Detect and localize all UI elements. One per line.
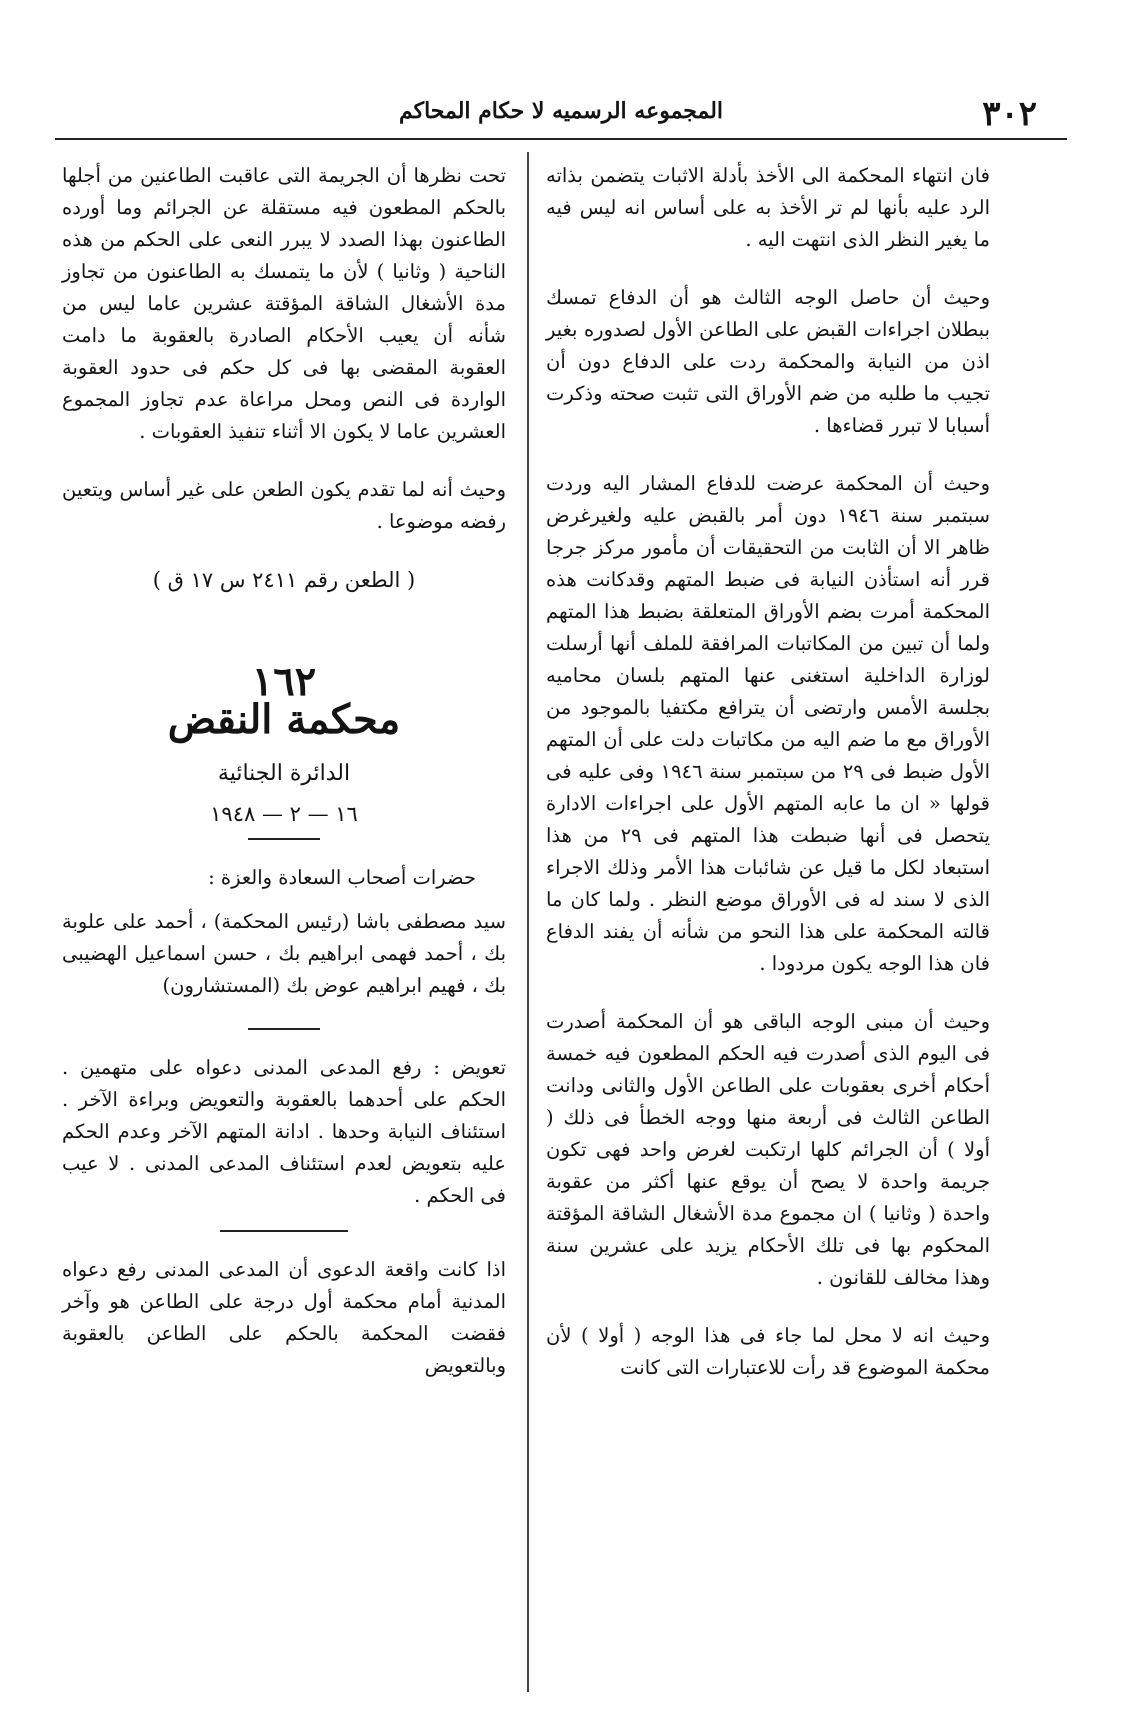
running-title: المجموعه الرسميه لا حكام المحاكم xyxy=(398,98,724,124)
members-title: حضرات أصحاب السعادة والعزة : xyxy=(208,866,476,889)
right-column xyxy=(546,160,990,1410)
paragraph: وحيث أن المحكمة عرضت للدفاع المشار اليه وردت سبتمبر سنة ١٩٤٦ دون أمر بالقبض عليه ولغيرغرض ظاهر الا أن الثابت من التحقيقات أن مأمور مركز جرجا قرر أنه استأذن النيابة فى ضبط المتهم وقدكانت هذه المحكمة أمرت بضم الأوراق المتعلقة بضبط هذا المتهم ولما أن تبين من المكاتبات المرافقة للملف أنها أرسلت لوزارة الداخلية استغنى عنها المتهم بلسان محاميه بجلسة الأمس وارتضى أن يترافع مكتفيا بالموجود من الأوراق مع ما ضم اليه من مكاتبات دلت على أن المتهم الأول ضبط فى ٢٩ من سبتمبر سنة ١٩٤٦ وفى عليه فى قولها « ان ما عابه المتهم الأول على اجراءات الادارة يتحصل فى أنها ضبطت هذا المتهم فى ٢٩ من هذا استبعاد لكل ما قيل عن شائبات هذا الأمر وذلك الاجراء الذى لا سند له فى الأوراق موضع النظر . ولما كان ما قالته المحكمة على هذا النحو من شأنه أن يفند الدفاع فان هذا الوجه يكون مردودا . xyxy=(546,472,991,975)
divider xyxy=(220,1230,348,1232)
page-header xyxy=(55,92,1067,138)
case-number: ١٦٢ xyxy=(251,658,317,705)
paragraph: فان انتهاء المحكمة الى الأخذ بأدلة الاثبات يتضمن بذاته الرد عليه بأنها لم تر الأخذ به على أساس انه ليس فيه ما يغير النظر الذى انتهت اليه . xyxy=(546,164,990,251)
paragraph: وحيث أن حاصل الوجه الثالث هو أن الدفاع تمسك ببطلان اجراءات القبض على الطاعن الأول لصدوره بغير اذن من النيابة والمحكمة ردت على الدفاع دون أن تجيب ما طلبه من ضم الأوراق التى تثبت صحته وذكرت أسبابا لا تبرر قضاءها . xyxy=(546,286,990,437)
divider xyxy=(248,838,320,840)
ruling-date: ١٦ — ٢ — ١٩٤٨ xyxy=(210,802,358,826)
divider xyxy=(248,1028,320,1030)
paragraph: تحت نظرها أن الجريمة التى عاقبت الطاعنين من أجلها بالحكم المطعون فيه مستقلة عن الجرائم وما أورده الطاعنون بهذا الصدد لا يبرر النعى على الحكم من هذه الناحية ( وثانيا ) لأن ما يتمسك به الطاعنون من تجاوز مدة الأشغال الشاقة المؤقتة عشرين عاما ليس من شأنه أن يعيب الأحكام الصادرة بالعقوبة ما دامت العقوبة المقضى بها فى كل حكم فى حدود العقوبة الواردة فى النص ومحل مراعاة عدم تجاوز المجموع العشرين عاما لا يكون الا أثناء تنفيذ العقوبات . xyxy=(62,164,506,443)
column-divider xyxy=(527,152,529,1692)
court-name: محكمة النقض xyxy=(167,696,401,743)
closing-paragraph: اذا كانت واقعة الدعوى أن المدعى المدنى رفع دعواه المدنية أمام محكمة أول درجة على الطاعن هو وآخر فقضت المحكمة بالحكم على الطاعن بالعقوبة وبالتعويض xyxy=(62,1258,506,1377)
case-summary: تعويض : رفع المدعى المدنى دعواه على متهمين . الحكم على أحدهما بالعقوبة والتعويض وبراءة الآخر . استئناف النيابة وحدها . ادانة المتهم الآخر وعدم الحكم عليه بتعويض لعدم استئناف المدعى المدنى . لا عيب فى الحكم . xyxy=(62,1056,506,1207)
page-number: ٣٠٢ xyxy=(982,94,1037,134)
paragraph: وحيث أن مبنى الوجه الباقى هو أن المحكمة أصدرت فى اليوم الذى أصدرت فيه الحكم المطعون فيه خمسة أحكام أخرى بعقوبات على الطاعن الأول والثانى ودانت الطاعن الثالث فى أربعة منها ووجه الخطأ فى ذلك ( أولا ) أن الجرائم كلها ارتكبت لغرض واحد فهى تكون جريمة واحدة لا يصح أن يوقع عنها أكثر من عقوبة واحدة ( وثانيا ) ان مجموع مدة الأشغال الشاقة المؤقتة المحكوم بها فى تلك الأحكام يزيد على عشرين سنة وهذا مخالف للقانون . xyxy=(546,1010,990,1289)
circuit-name: الدائرة الجنائية xyxy=(217,761,351,786)
appeal-reference: ( الطعن رقم ٢٤١١ س ١٧ ق ) xyxy=(152,568,416,592)
header-rule xyxy=(55,138,1067,140)
members-list: سيد مصطفى باشا (رئيس المحكمة) ، أحمد على علوبة بك ، أحمد فهمى ابراهيم بك ، حسن اسماعيل الهضيبى بك ، فهيم ابراهيم عوض بك (المستشارون) xyxy=(62,910,506,997)
left-column xyxy=(62,160,506,1408)
paragraph: وحيث أنه لما تقدم يكون الطعن على غير أساس ويتعين رفضه موضوعا . xyxy=(62,478,506,533)
paragraph: وحيث انه لا محل لما جاء فى هذا الوجه ( أولا ) لأن محكمة الموضوع قد رأت للاعتبارات التى كانت xyxy=(546,1324,990,1379)
